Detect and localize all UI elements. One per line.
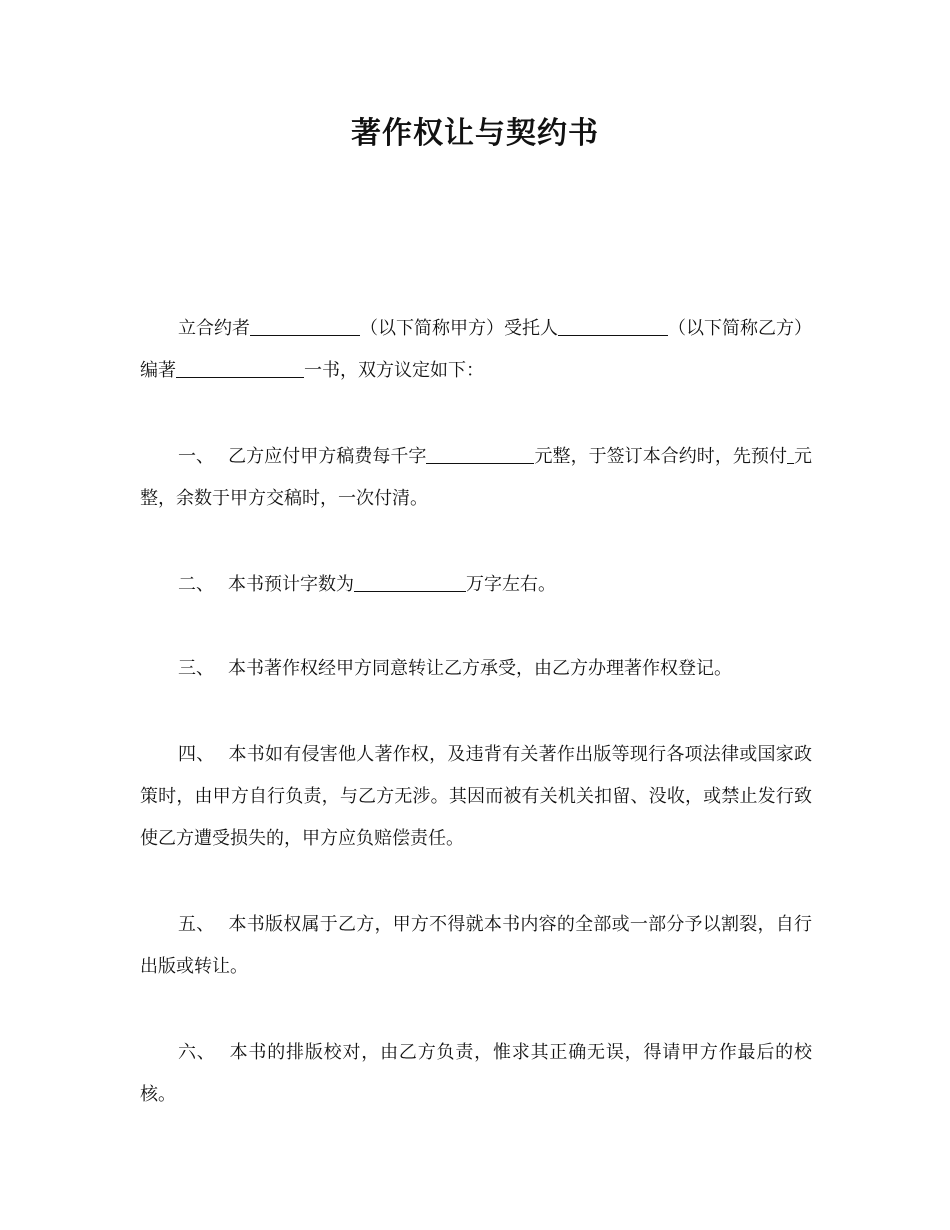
intro-text-1: 立合约者 xyxy=(178,318,250,339)
document-title: 著作权让与契约书 xyxy=(351,116,599,151)
clause-5 xyxy=(140,904,812,988)
intro-paragraph xyxy=(140,308,812,392)
clause-number: 一、 xyxy=(178,446,215,467)
clause-number: 五、 xyxy=(178,914,215,935)
book-title-blank[interactable] xyxy=(176,359,304,378)
clause-4 xyxy=(140,734,812,860)
clause-text: 本书预计字数为 xyxy=(228,574,354,595)
clause-number: 二、 xyxy=(178,574,214,595)
party-a-blank[interactable] xyxy=(250,317,360,336)
word-count-blank[interactable] xyxy=(354,573,466,592)
fee-per-thousand-blank[interactable] xyxy=(426,445,534,464)
clause-text: 元整，余数于甲方交稿时，一次付清。 xyxy=(140,446,813,509)
clause-3 xyxy=(140,648,812,690)
clause-6 xyxy=(140,1032,812,1116)
clause-text: 万字左右。 xyxy=(466,574,556,595)
clause-number: 三、 xyxy=(178,658,214,679)
clause-text: 乙方应付甲方稿费每千字 xyxy=(228,446,427,467)
clause-1 xyxy=(140,436,812,520)
clause-2 xyxy=(140,564,812,606)
intro-text-4: 一书，双方议定如下： xyxy=(304,360,484,381)
clause-text: 本书版权属于乙方，甲方不得就本书内容的全部或一部分予以割裂，自行出版或转让。 xyxy=(140,914,813,977)
party-b-blank[interactable] xyxy=(558,317,668,336)
intro-text-2: （以下简称甲方）受托人 xyxy=(360,318,558,339)
clause-text: 本书的排版校对，由乙方负责，惟求其正确无误，得请甲方作最后的校核。 xyxy=(140,1042,812,1105)
intro-text-3: （以下简称乙方）编著 xyxy=(140,318,812,381)
clause-number: 四、 xyxy=(178,744,215,765)
clause-text: 元整，于签订本合约时，先预付 xyxy=(534,446,787,467)
clause-number: 六、 xyxy=(178,1042,216,1063)
clause-text: 本书如有侵害他人著作权，及违背有关著作出版等现行各项法律或国家政策时，由甲方自行负责，与乙方无涉。其因而被有关机关扣留、没收，或禁止发行致使乙方遭受损失的，甲方应负赔偿责任。 xyxy=(140,744,813,849)
prepayment-blank[interactable] xyxy=(787,445,794,464)
clause-text: 本书著作权经甲方同意转让乙方承受，由乙方办理著作权登记。 xyxy=(228,658,732,679)
